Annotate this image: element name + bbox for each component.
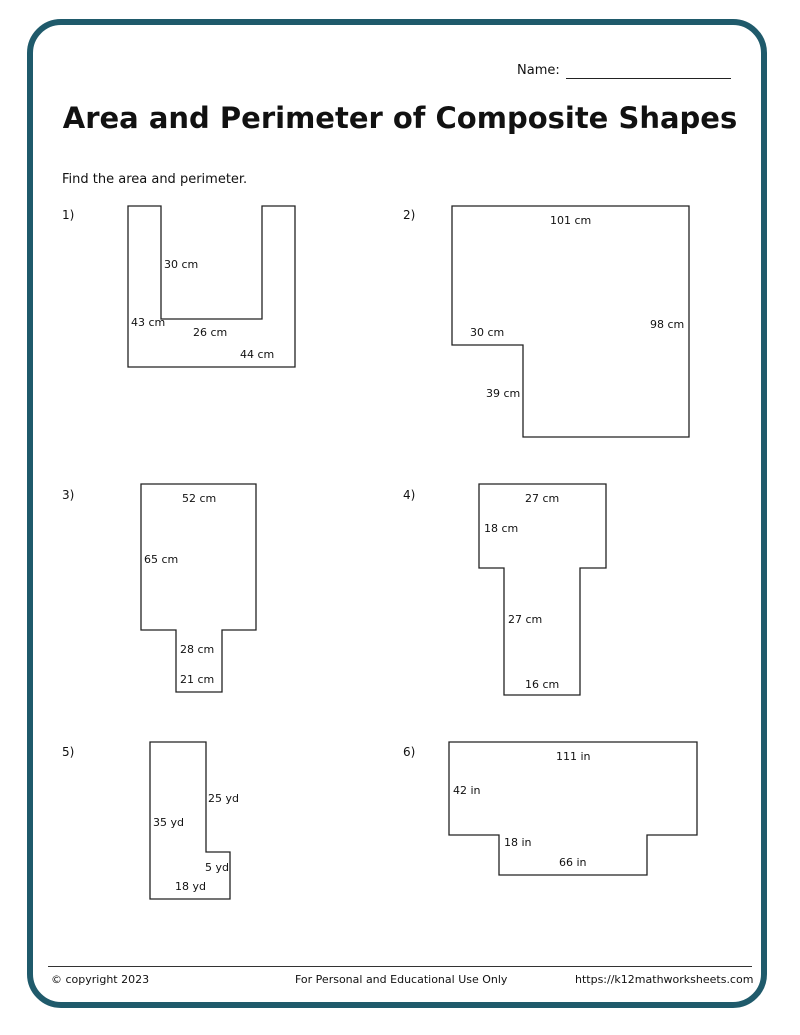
problem-number-1: 1) — [62, 208, 75, 222]
shape-1-label-1: 30 cm — [164, 258, 199, 271]
problem-number-2: 2) — [403, 208, 416, 222]
shape-4-label-1: 27 cm — [525, 492, 560, 505]
shape-1-label-2: 43 cm — [131, 316, 166, 329]
shape-2-label-1: 101 cm — [550, 214, 592, 227]
name-label: Name: — [517, 63, 560, 78]
footer-copyright: © copyright 2023 — [51, 973, 150, 986]
shape-6-label-4: 66 in — [559, 856, 587, 869]
shape-5-label-3: 5 yd — [205, 861, 229, 874]
composite-shape-4 — [479, 484, 606, 695]
shape-6-label-1: 111 in — [556, 750, 591, 763]
shape-3-label-2: 65 cm — [144, 553, 179, 566]
shape-5-label-2: 35 yd — [153, 816, 184, 829]
problem-number-5: 5) — [62, 745, 75, 759]
composite-shape-1 — [128, 206, 295, 367]
shape-5-label-4: 18 yd — [175, 880, 206, 893]
shape-3-label-3: 28 cm — [180, 643, 215, 656]
shape-3-label-1: 52 cm — [182, 492, 217, 505]
shape-2-label-3: 98 cm — [650, 318, 685, 331]
shape-1-label-3: 26 cm — [193, 326, 228, 339]
shape-1-label-4: 44 cm — [240, 348, 275, 361]
problem-number-3: 3) — [62, 488, 75, 502]
shape-4-label-4: 16 cm — [525, 678, 560, 691]
problem-number-4: 4) — [403, 488, 416, 502]
shape-6-label-2: 42 in — [453, 784, 481, 797]
footer-usage: For Personal and Educational Use Only — [295, 973, 508, 986]
footer-divider — [48, 966, 752, 967]
shape-6-label-3: 18 in — [504, 836, 532, 849]
composite-shape-3 — [141, 484, 256, 692]
problem-number-6: 6) — [403, 745, 416, 759]
shape-5-label-1: 25 yd — [208, 792, 239, 805]
shape-3-label-4: 21 cm — [180, 673, 215, 686]
instructions: Find the area and perimeter. — [62, 172, 248, 187]
shape-4-label-3: 27 cm — [508, 613, 543, 626]
shape-2-label-4: 39 cm — [486, 387, 521, 400]
page-title: Area and Perimeter of Composite Shapes — [62, 101, 738, 135]
shape-2-label-2: 30 cm — [470, 326, 505, 339]
shape-4-label-2: 18 cm — [484, 522, 519, 535]
footer-url[interactable]: https://k12mathworksheets.com — [575, 973, 754, 986]
